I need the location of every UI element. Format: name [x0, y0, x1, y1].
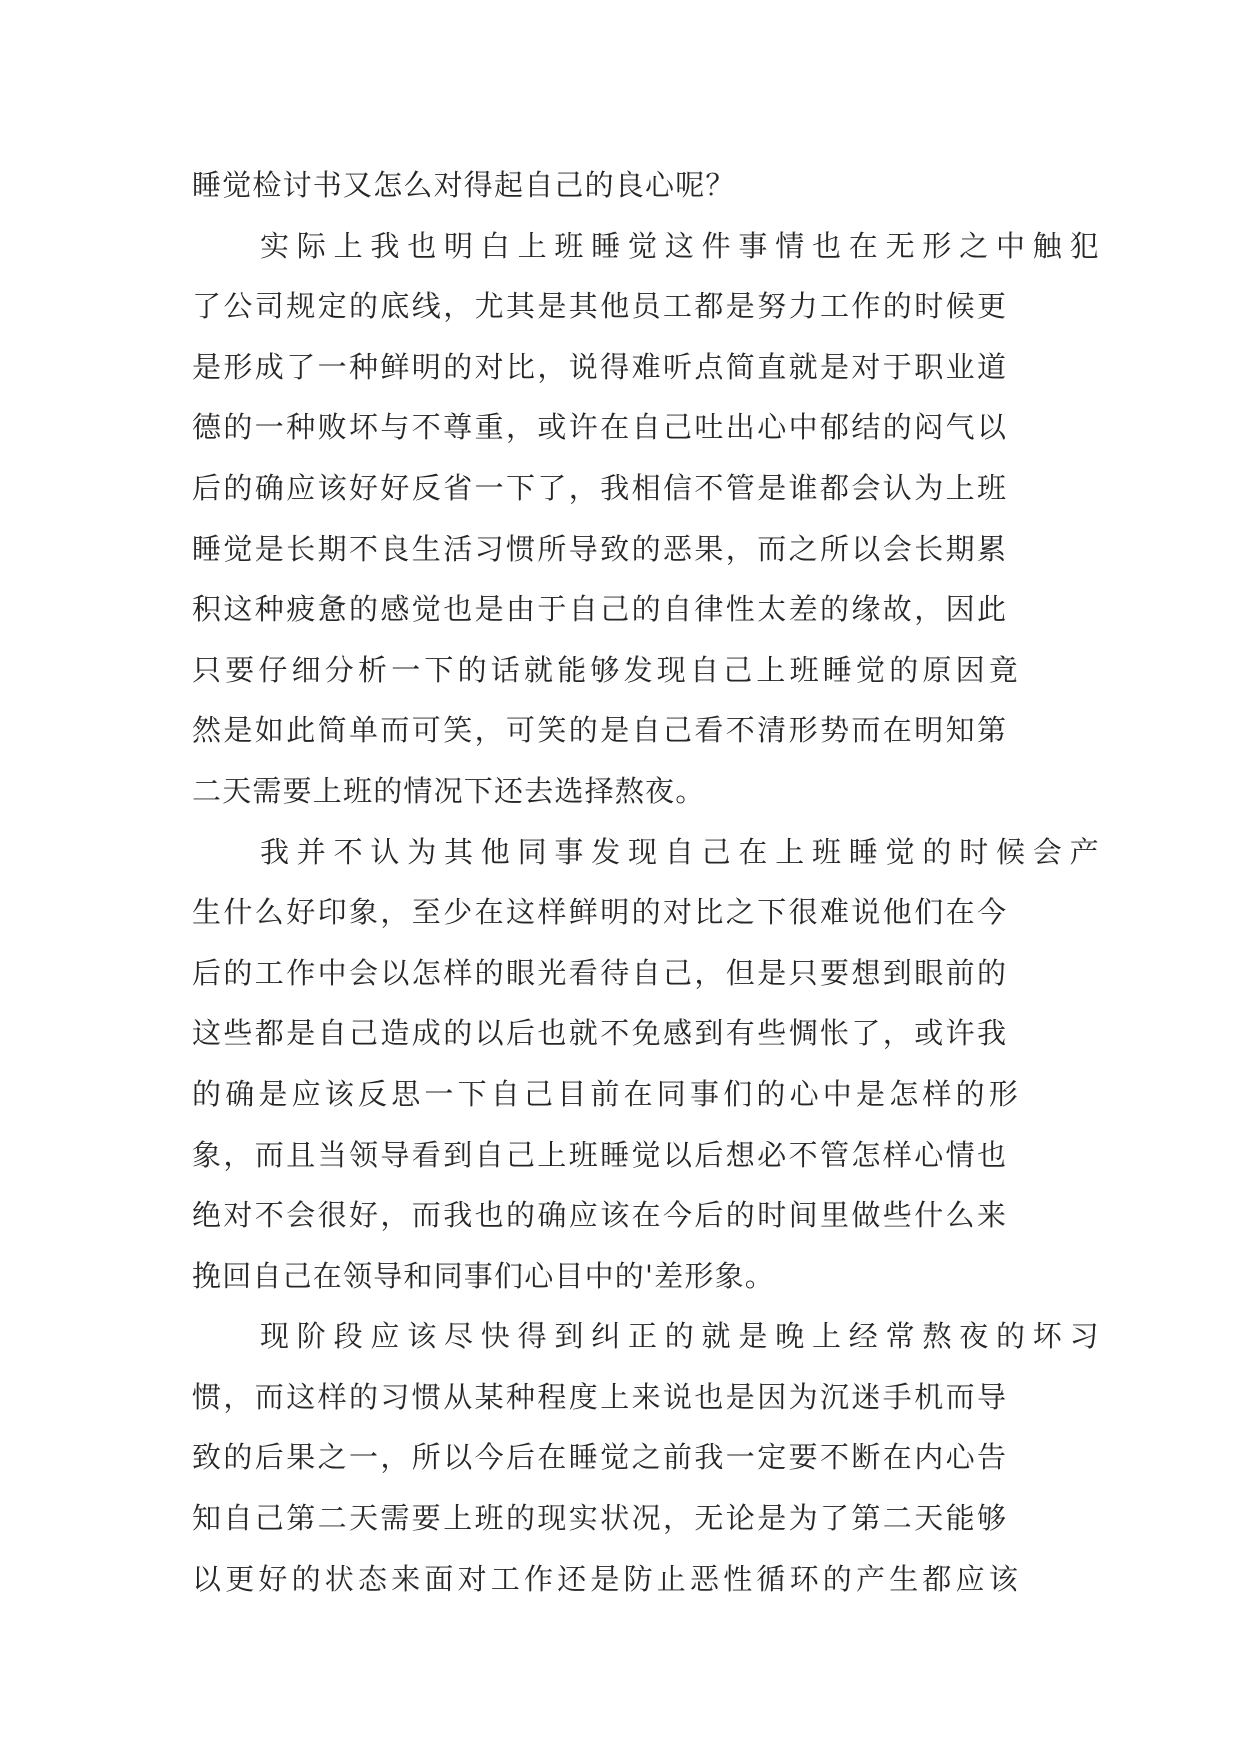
paragraph-2-line-1: 我并不认为其他同事发现自己在上班睡觉的时候会产 [260, 834, 1107, 869]
text-line-1: 睡觉检讨书又怎么对得起自己的良心呢？ [192, 168, 736, 202]
paragraph-3-line-4: 知自己第二天需要上班的现实状况，无论是为了第二天能够 [192, 1501, 1009, 1536]
paragraph-2-line-4: 这些都是自己造成的以后也就不免感到有些惆怅了，或许我 [192, 1016, 1009, 1051]
paragraph-1-line-1: 实际上我也明白上班睡觉这件事情也在无形之中触犯 [260, 228, 1107, 263]
paragraph-2-line-7: 绝对不会很好，而我也的确应该在今后的时间里做些什么来 [192, 1198, 1009, 1233]
paragraph-3-line-3: 致的后果之一，所以今后在睡觉之前我一定要不断在内心告 [192, 1440, 1009, 1475]
paragraph-1-line-2: 了公司规定的底线，尤其是其他员工都是努力工作的时候更 [192, 289, 1009, 324]
paragraph-1-line-7: 积这种疲惫的感觉也是由于自己的自律性太差的缘故，因此 [192, 592, 1009, 627]
paragraph-2-line-8: 挽回自己在领导和同事们心目中的'差形象。 [192, 1258, 775, 1293]
paragraph-2-line-6: 象，而且当领导看到自己上班睡觉以后想必不管怎样心情也 [192, 1137, 1009, 1172]
paragraph-1-line-3: 是形成了一种鲜明的对比，说得难听点简直就是对于职业道 [192, 349, 1009, 384]
paragraph-1-line-4: 德的一种败坏与不尊重，或许在自己吐出心中郁结的闷气以 [192, 410, 1009, 445]
paragraph-3-line-1: 现阶段应该尽快得到纠正的就是晚上经常熬夜的坏习 [260, 1319, 1107, 1354]
paragraph-2-line-2: 生什么好印象，至少在这样鲜明的对比之下很难说他们在今 [192, 895, 1009, 930]
paragraph-1-line-9: 然是如此简单而可笑，可笑的是自己看不清形势而在明知第 [192, 713, 1009, 748]
paragraph-3-line-2: 惯，而这样的习惯从某种程度上来说也是因为沉迷手机而导 [192, 1379, 1009, 1414]
paragraph-3-line-5: 以更好的状态来面对工作还是防止恶性循环的产生都应该 [192, 1561, 1023, 1596]
paragraph-1-line-5: 后的确应该好好反省一下了，我相信不管是谁都会认为上班 [192, 470, 1009, 505]
paragraph-2-line-3: 后的工作中会以怎样的眼光看待自己，但是只要想到眼前的 [192, 955, 1009, 990]
paragraph-2-line-5: 的确是应该反思一下自己目前在同事们的心中是怎样的形 [192, 1076, 1023, 1111]
paragraph-1-line-10: 二天需要上班的情况下还去选择熬夜。 [192, 773, 706, 808]
paragraph-1-line-6: 睡觉是长期不良生活习惯所导致的恶果，而之所以会长期累 [192, 531, 1009, 566]
paragraph-1-line-8: 只要仔细分析一下的话就能够发现自己上班睡觉的原因竟 [192, 652, 1023, 687]
document-page [192, 155, 1107, 1609]
